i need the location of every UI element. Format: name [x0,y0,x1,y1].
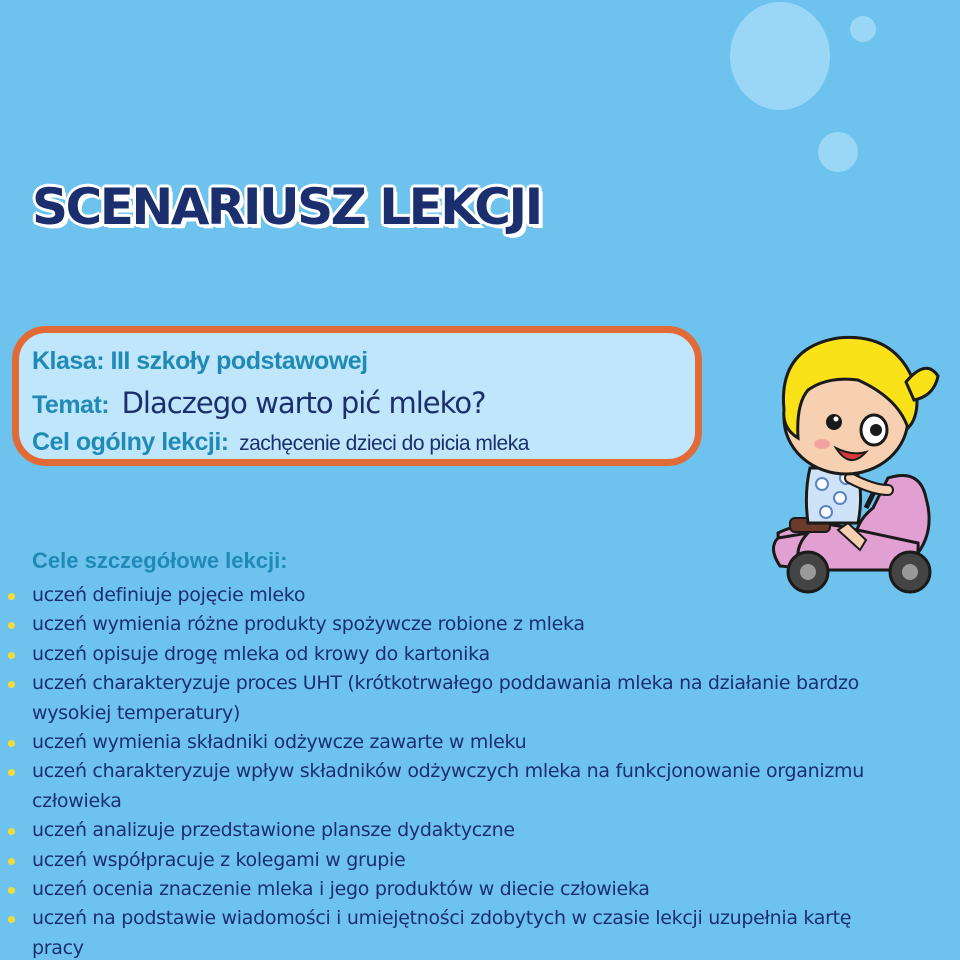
bullet-icon [8,740,15,747]
list-item [0,816,880,845]
list-item-text: uczeń opisuje drogę mleka od krowy do kartonika [32,642,490,665]
girl-on-scooter-illustration [738,318,960,600]
list-item-text: uczeń analizuje przedstawione plansze dydaktyczne [32,819,515,842]
bullet-icon [8,622,15,629]
list-item-text: uczeń ocenia znaczenie mleka i jego produktów w diecie człowieka [32,878,650,901]
list-item-text: uczeń definiuje pojęcie mleko [32,584,306,606]
bullet-icon [8,828,15,835]
list-item-text: uczeń współpracuje z kolegami w grupie [32,848,406,871]
list-item [0,728,880,757]
class-line [32,347,368,376]
class-value: III szkoły podstawowej [110,347,368,375]
decor-bubble-medium [818,132,858,172]
list-item-text: uczeń wymienia składniki odżywcze zawarte w mleku [32,731,527,754]
bullet-icon [8,887,15,894]
topic-label: Temat: [32,391,110,419]
list-item-text: uczeń charakteryzuje wpływ składników odżywczych mleka na funkcjonowanie organizmu człowieka [32,760,864,812]
objectives-heading: Cele szczegółowe lekcji: [32,548,288,573]
goal-line [32,428,529,457]
list-item-text: uczeń charakteryzuje proces UHT (krótkotrwałego poddawania mleka na działanie bardzo wysokiej temperatury) [32,672,859,724]
list-item-text: uczeń wymienia różne produkty spożywcze robione z mleka [32,613,585,636]
bullet-icon [8,858,15,865]
topic-value: Dlaczego warto pić mleko? [121,386,486,420]
bullet-icon [8,916,15,923]
bullet-icon [8,593,15,600]
topic-line [32,386,486,420]
goal-label: Cel ogólny lekcji: [32,428,229,456]
decor-bubble-large [730,2,830,110]
decor-bubble-small [850,16,876,42]
list-item [0,846,880,875]
bullet-icon [8,652,15,659]
list-item [0,581,880,610]
list-item [0,757,880,816]
page-title: SCENARIUSZ LEKCJI [32,178,541,236]
goal-value: zachęcenie dzieci do picia mleka [239,432,529,455]
bullet-icon [8,681,15,688]
list-item [0,669,880,728]
list-item [0,610,880,639]
objectives-list [0,581,880,960]
list-item [0,904,880,960]
list-item-text: uczeń na podstawie wiadomości i umiejętności zdobytych w czasie lekcji uzupełnia kartę pracy [32,907,852,959]
bullet-icon [8,769,15,776]
list-item [0,640,880,669]
list-item [0,875,880,904]
class-label: Klasa: [32,347,105,375]
